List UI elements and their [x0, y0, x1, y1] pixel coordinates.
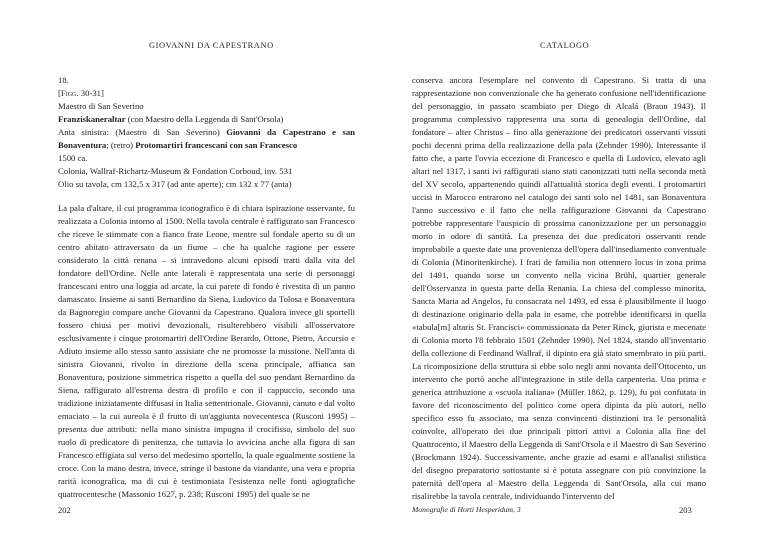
right-body-text: [412, 74, 706, 503]
running-head-right: CATALOGO: [540, 41, 590, 50]
retro-prefix: ; (retro): [106, 140, 136, 150]
anta-subject: Giovanni da Capestrano e san Bonaventura: [58, 127, 355, 150]
catalogue-entry-header: [58, 74, 355, 191]
right-body-paragraph: conserva ancora l'esemplare nel convento di Capestrano. Si tratta di una rappresentazione non convenzionale che ha generato confusione nell'identificazione del personaggio, in passato scambiato per Diego di Alcalá (Braun 1943). Il programma complessivo rappresenta una sorta di genealogia dell'Ordine, dal fondatore – alter Christus – fino alla generazione dei predicatori osservanti vissuti pochi decenni prima della realizzazione della pala (Zehnder 1990). Interessante il fatto che, a parte l'ovvia eccezione di Francesco e quella di Ludovico, elevato agli altari nel 1317, i santi ivi raffigurati siano stati canonizzati tutti nella seconda metà del XV secolo, appartenendo quindi all'attualità storica degli eventi. I protomartiri uccisi in Marocco entrarono nel catalogo dei santi solo nel 1481, san Bonaventura l'anno successivo e il fatto che nella raffigurazione Giovanni da Capestrano potrebbe rappresentare l'auspicio di prossima canonizzazione per un personaggio morto in odore di santità. La presenza dei due predicatori osservanti rende improbabile a queste date una provenienza dell'opera dall'insediamento conventuale di Colonia (Minoritenkirche). I frati de familia non ottennero locus in zona prima del 1491, quando sorse un convento nella vicina Brühl, quartier generale dell'Osservanza in questa parte della Renania. La chiesa del complesso minorita, Sancta Maria ad Angelos, fu consacrata nel 1493, ed essa è plausibilmente il luogo di destinazione originario della pala in esame, che potrebbe identificarsi in quella «tabula[m] altaris St. Francisci» commissionata da Peter Rinck, giurista e mecenate di Colonia morto l'8 febbraio 1501 (Zehnder 1990). Nel 1824, stando all'inventario della collezione di Ferdinand Wallraf, il dipinto era già stato smembrato in più parti. La ricomposizione della struttura si ebbe solo negli anni novanta dell'Ottocento, un intervento che portò anche all'integrazione in stile della carpenteria. Una prima e generica attribuzione a «scuola italiana» (Müller 1862, p. 129), fu poi confutata in favore del riconoscimento del politico come opera dipinta da più autori, nello specifico esso fu associato, ma senza convincenti distinzioni tra le personalità coinvolte, all'operato dei due principali pittori attivi a Colonia alla fine del Quattrocento, il Maestro della Leggenda di Sant'Orsola e il Maestro di San Severino (Brockmann 1924). Successivamente, anche grazie ad esami e all'analisi stilistica del disegno preparatorio sottostante si è potuta assegnare con più convinzione la paternità dell'opera al Maestro della Leggenda di Sant'Orsola, alla cui mano risalirebbe la tavola centrale, individuando l'intervento del: [412, 75, 706, 501]
entry-panel-description: [58, 126, 355, 152]
retro-subject: Protomartiri francescani con san Francesco: [135, 140, 298, 150]
left-body-text: [58, 202, 355, 501]
page-number-right: 203: [679, 505, 692, 515]
anta-prefix: Anta sinistra: (Maestro di San Severino): [58, 127, 227, 137]
right-page: [384, 0, 768, 543]
entry-title: [58, 113, 355, 126]
entry-artist: Maestro di San Severino: [58, 101, 144, 111]
left-body-paragraph: La pala d'altare, il cui programma iconografico è di chiara ispirazione osservante, fu realizzata a Colonia intorno al 1500. Nella tavola centrale è raffigurato san Francesco che riceve le stimmate con a fianco frate Leone, mentre sul fondale aperto su di un centro abitato attraversato da un fiume – che ha qualche ragione per essere considerato la città renana – si intravedono alcuni episodi tratti dalla vita del fondatore dell'Ordine. Nelle ante laterali è rappresentata una serie di personaggi francescani entro una loggia ad arcate, la cui parete di fondo è rivestita di un panno damascato. Insieme ai santi Bernardino da Siena, Ludovico da Tolosa e Bonaventura da Bagnoregio compare anche Giovanni da Capestrano. Qualora invece gli sportelli fossero chiusi per motivi devozionali, risulterebbero visibili all'osservatore esclusivamente i cinque protomartiri dell'Ordine Berardo, Ottone, Pietro, Accursio e Adiuto insieme allo stesso santo assisiate che ne promosse la missione. Nell'anta di sinistra Giovanni, rivolto in direzione della scena principale, affianca san Bonaventura, posizione simmetrica rispetto a quella del suo pendant Bernardino da Siena, raffigurato all'estrema destra di profilo e con il cappuccio, secondo una tradizione iniziatamente diffusasi in Italia settentrionale. Giovanni, canuto e dal volto emaciato – la cui aureola è il frutto di un'aggiunta novecentesca (Rusconi 1995) – presenta due attributi: nella mano sinistra impugna il crocifisso, simbolo del suo ruolo di predicatore di penitenza, che tuttavia lo avvicina anche alla figura di san Francesco effigiata sul verso del medesimo sportello, la quale egualmente sostiene la croce. Con la mano destra, invece, stringe il bastone da viandante, una vera e propria rarità iconografica, ma di cui è testimoniata l'esistenza nelle fonti agiografiche quattrocentesche (Massonio 1627, p. 238; Rusconi 1995) del quale se ne: [58, 203, 355, 499]
running-head-left: GIOVANNI DA CAPESTRANO: [149, 41, 274, 50]
entry-title-bold: Franziskaneraltar: [58, 114, 126, 124]
entry-location: Colonia, Wallraf-Richartz-Museum & Fondation Corboud, inv. 531: [58, 166, 293, 176]
entry-number: 18.: [58, 75, 69, 85]
entry-figures: [Figg. 30-31]: [58, 88, 104, 98]
entry-date: 1500 ca.: [58, 153, 88, 163]
footer-series-title: Monografie di Horti Hesperidum, 3: [412, 505, 521, 514]
page-number-left: 202: [58, 505, 71, 515]
entry-medium: Olio su tavola, cm 132,5 x 317 (ad ante aperte); cm 132 x 77 (anta): [58, 179, 292, 189]
entry-title-rest: (con Maestro della Leggenda di Sant'Orsola): [125, 114, 284, 124]
